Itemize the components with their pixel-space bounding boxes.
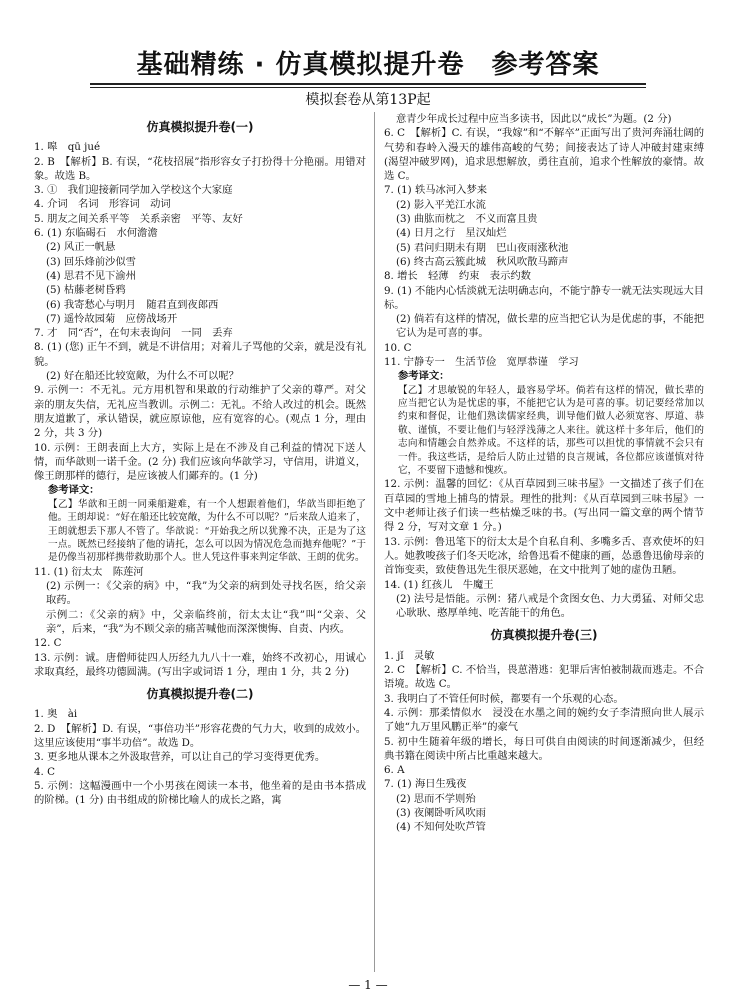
- answer-subitem: (4) 日月之行 星汉灿烂: [396, 227, 507, 240]
- answer-subitem: (2) 倘若有这样的情况，做长辈的应当把它认为是优虑的事，不能把它认为是可喜的事。: [396, 313, 704, 340]
- translation-label: 参考译文：: [398, 370, 450, 383]
- answer-item: 2. D 【解析】D. 有误，“事倍功半”形容花费的气力大，收到的成效小。这里应该使用“事半功倍”。故选 D。: [34, 722, 366, 750]
- title-rule-thin: [90, 87, 646, 88]
- answer-item: 13. 示例：鲁迅笔下的衍太太是个自私自利、多嘴多舌、喜欢使坏的妇人。她教唆孩子们冬天吃冰，给鲁迅看不健康的画，怂恿鲁迅偷母亲的首饰变卖，致使鲁迅先生很厌恶她，在文中批判了她的虚伪丑陋。: [384, 535, 704, 577]
- answer-item: 11. 宁静专一 生活节俭 宽厚恭谨 学习: [384, 356, 579, 369]
- answer-item: 5. 初中生随着年级的增长，每日可供自由阅读的时间逐渐减少，但经典书籍在阅读中所占比重越来越大。: [384, 735, 704, 762]
- left-column: [34, 112, 366, 808]
- answer-subitem: (2) 风正一帆悬: [46, 241, 116, 254]
- page-subtitle: 模拟套卷从第13P起: [305, 92, 431, 108]
- answer-subitem: 意青少年成长过程中应当多读书，因此以“成长”为题。(2 分): [396, 113, 672, 125]
- section-heading: 仿真模拟提升卷(三): [490, 628, 598, 643]
- answer-subitem: (2) 法号是悟能。示例：猪八戒是个贪图女色、力大勇猛、对师父忠心耿耿、憨厚单纯、吃苦能干的角色。: [396, 592, 704, 620]
- answer-item: 4. 介词 名词 形容词 动词: [34, 198, 171, 211]
- answer-item: 7. 才 同“否”，在句末表询问 一同 丢弃: [34, 327, 233, 340]
- answer-item: 10. C: [384, 341, 412, 354]
- section-heading: 仿真模拟提升卷(一): [146, 120, 254, 134]
- answer-item: 12. C: [34, 637, 62, 650]
- answer-item: 4. 示例：那柔情似水 浸没在水墨之间的婉约女子李清照向世人展示了她“九万里风鹏正举”的豪气: [384, 706, 704, 734]
- answer-subitem: (5) 枯藤老树昏鸦: [46, 284, 126, 297]
- answer-item: 1. 奥 ài: [34, 708, 78, 721]
- answer-subitem: (3) 夜阑卧听风吹雨: [396, 807, 486, 820]
- answer-subitem: (2) 思而不学则殆: [396, 792, 476, 805]
- answer-subitem: (5) 君问归期未有期 巴山夜雨涨秋池: [396, 241, 569, 254]
- answer-subitem: (2) 示例一：《父亲的病》中，“我”为父亲的病到处寻找名医，给父亲取药。: [46, 580, 366, 607]
- answer-item: 11. (1) 衍太太 陈莲河: [34, 565, 144, 578]
- answer-item: 9. 示例一：不无礼。元方用机智和果敢的行动维护了父亲的尊严。对父亲的朋友失信，无礼应当教训。示例二：无礼。不给人改过的机会。既然朋友道歉了，承认错误，就应原谅他，应有宽容的心。(观点 1 分，理由 2 分，共 3 分): [34, 384, 366, 440]
- answer-item: 12. 示例：温馨的回忆：《从百草园到三味书屋》一文描述了孩子们在百草园的雪地上捕鸟的情景。理性的批判：《从百草园到三味书屋》一文中老师让孩子们读一些枯燥乏味的书。(写出同一篇文章的两个情节得 2 分，写对文章 1 分。): [384, 478, 704, 534]
- answer-subitem: (6) 终古高云簇此城 秋风吹散马蹄声: [396, 255, 569, 268]
- answer-item: 5. 示例：这幅漫画中一个小男孩在阅读一本书，他坐着的是由书本搭成的阶梯。(1 分) 由书组成的阶梯比喻人的成长之路，寓: [34, 779, 366, 807]
- answer-item: 10. 示例：王朗表面上大方，实际上是在不涉及自己利益的情况下送人情，而华歆则一诺千金。(2 分) 我们应该向华歆学习，守信用，讲道义，像王朗那样的德行，是应该被人们鄙弃的。(1 分): [34, 441, 366, 483]
- answer-subitem: (7) 遥怜故园菊 应傍战场开: [46, 312, 178, 325]
- answer-subitem: (4) 思君不见下渝州: [46, 269, 136, 282]
- answer-item: 1. 嗥 qū jué: [34, 141, 101, 154]
- page-title: 基础精练 · 仿真模拟提升卷 参考答案: [136, 50, 600, 80]
- answer-item: 2. B 【解析】B. 有误，“花枝招展”指形容女子打扮得十分艳丽。用错对象。故选 B。: [34, 155, 366, 182]
- title-rule-thick: [90, 83, 646, 85]
- page-number: — 1 —: [348, 978, 388, 992]
- answer-item: 7. (1) 海日生残夜: [384, 778, 467, 791]
- translation-label: 参考译文：: [48, 484, 100, 497]
- answer-subitem: (6) 我寄愁心与明月 随君直到夜郎西: [46, 298, 219, 311]
- answer-item: 6. (1) 东临碣石 水何澹澹: [34, 227, 158, 240]
- answer-subitem: (3) 回乐烽前沙似雪: [46, 255, 136, 268]
- answer-item: 6. C 【解析】C. 有误，“我嫁”和“不解卒”正面写出了贵河奔涌壮阔的气势和春岭入漫天的雄伟高峻的气势；间接表达了诗人冲破封建束缚(渴望冲破罗网)，追求思想解放，勇往直前，追求个性解放的豪情。故选 C。: [384, 127, 704, 183]
- answer-item: 8. 增长 轻薄 约束 表示约数: [384, 270, 531, 283]
- answer-item: 7. (1) 轶马冰河入梦来: [384, 184, 488, 197]
- translation-text: 【乙】华歆和王朗一同乘船避难，有一个人想跟着他们，华歆当即拒绝了他。王朗却说：“好在船还比较宽敞，为什么不可以呢？”后来敌人追来了，王朗就想丢下那人不管了。华歆说：“开始我之所以犹豫不决，正是为了这一点。既然已经接纳了他的请托，怎么可以因为情况危急而抛弃他呢？”于是仍像当初那样携带救助那个人。世人凭这件事来判定华歆、王朗的优劣。: [48, 498, 366, 564]
- answer-subitem: 示例二：《父亲的病》中，父亲临终前，衍太太让“我”叫“父亲、父亲”，后来，“我”为不顾父亲的痛苦喊他而深深懊悔、自责、内疚。: [46, 608, 366, 635]
- answer-subitem: (2) 影入平羌江水流: [396, 198, 486, 211]
- answer-subitem: (4) 不知何处吹芦管: [396, 821, 486, 834]
- section-heading: 仿真模拟提升卷(二): [146, 687, 254, 702]
- answer-subitem: (2) 好在船还比较宽敞，为什么不可以呢？: [46, 370, 239, 383]
- right-column: [384, 112, 704, 835]
- column-divider: [374, 112, 375, 972]
- answer-subitem: (3) 曲肱而枕之 不义而富且贵: [396, 213, 538, 226]
- answer-item: 1. jǐ 灵敏: [384, 649, 435, 662]
- answer-item: 13. 示例：诚。唐僧师徒四人历经九九八十一难，始终不改初心，用诚心求取真经，最终功德圆满。(写出字或词语 1 分，理由 1 分，共 2 分): [34, 651, 366, 678]
- answer-item: 2. C 【解析】C. 不恰当，畏葸潜逃：犯罪后害怕被制裁而逃走。不合语境。故选 C。: [384, 664, 704, 691]
- answer-item: 3. 更多地从课本之外汲取营养，可以让自己的学习变得更优秀。: [34, 751, 326, 764]
- answer-item: 4. C: [34, 765, 55, 778]
- answer-item: 9. (1) 不能内心恬淡就无法明确志向，不能宁静专一就无法实现远大目标。: [384, 284, 704, 311]
- answer-item: 3. ① 我们迎接新同学加入学校这个大家庭: [34, 184, 233, 197]
- answer-item: 6. A: [384, 764, 405, 777]
- translation-text: 【乙】才思敏锐的年轻人，最容易学坏。倘若有这样的情况，做长辈的应当把它认为是忧虑的事，不能把它认为是可喜的事。切记要经常加以约束和督促，让他们熟读儒家经典，训导他们做人必须宽容、厚道、恭敬、谨慎，不要让他们与轻浮浅薄之人来往。就这样十多年后，他们的志向和情趣会自然养成。不这样的话，那些可以担忧的事情就不会只有一件。我这些话，是给后人防止过错的良言规诫，各位都应该谨慎对待它，不要留下遗憾和愧疚。: [398, 384, 704, 477]
- answer-item: 14. (1) 红孩儿 牛魔王: [384, 578, 494, 591]
- answer-item: 5. 朋友之间关系平等 关系亲密 平等、友好: [34, 212, 243, 225]
- answer-item: 8. (1) (您) 正午不到，就是不讲信用；对着儿子骂他的父亲，就是没有礼貌。: [34, 341, 366, 368]
- answer-item: 3. 我明白了不管任何时候，都要有一个乐观的心态。: [384, 692, 624, 705]
